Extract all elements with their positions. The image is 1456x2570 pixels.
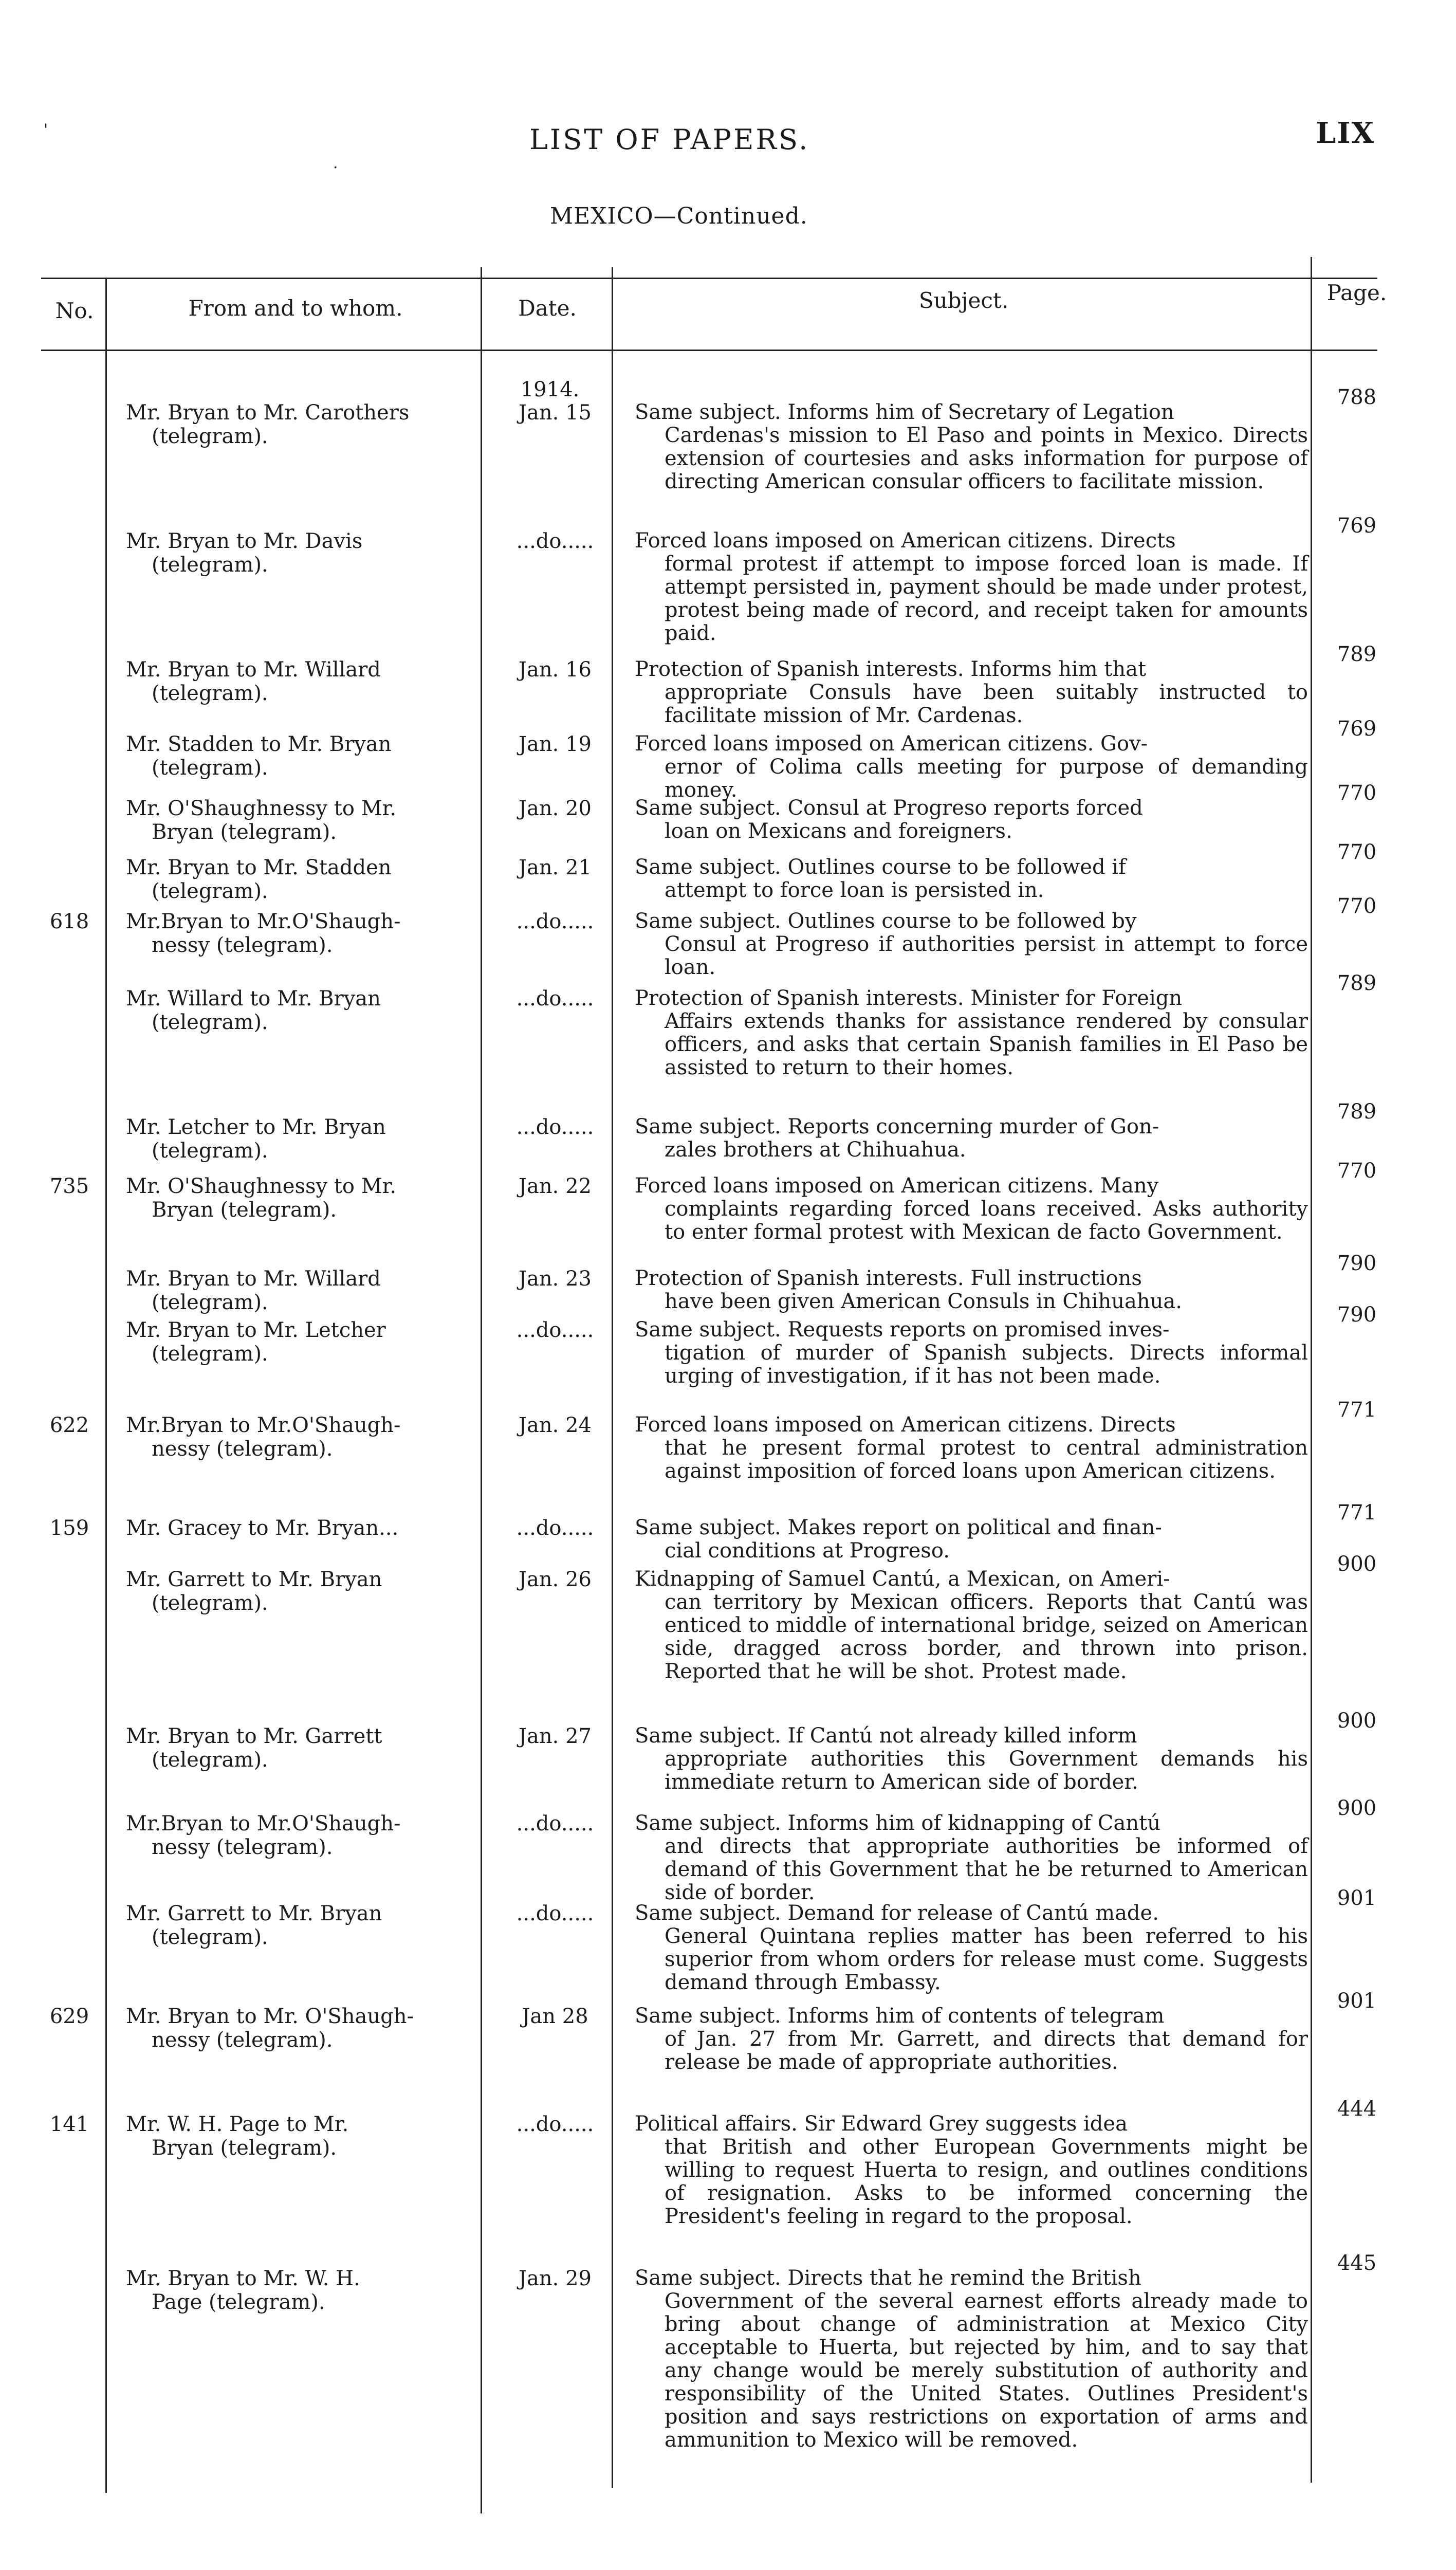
row-date: ...do..... (516, 1115, 594, 1139)
row-subject (635, 910, 1308, 979)
subject-continuation: Consul at Progreso if authorities persist in attempt to force loan. (665, 932, 1308, 979)
from-line-continued: nessy (telegram). (152, 2028, 333, 2052)
row-date: Jan. 27 (519, 1724, 592, 1748)
from-line: Mr.Bryan to Mr.O'Shaugh- (126, 1812, 401, 1835)
column-divider (481, 267, 482, 2513)
from-line: Mr. Gracey to Mr. Bryan... (126, 1516, 399, 1540)
row-number: 159 (49, 1516, 89, 1540)
row-page: 770 (1337, 1159, 1377, 1183)
subject-continuation: zales brothers at Chihuahua. (665, 1138, 966, 1162)
row-subject (635, 401, 1308, 493)
from-line-continued: (telegram). (152, 1342, 268, 1366)
from-line: Mr. Bryan to Mr. Willard (126, 658, 381, 682)
row-subject (635, 1318, 1308, 1388)
row-date: ...do..... (516, 1812, 594, 1835)
from-and-to (126, 658, 486, 705)
subject-first-line: Forced loans imposed on American citizens. Many (635, 1174, 1159, 1198)
row-subject (635, 529, 1308, 645)
row-date: Jan. 29 (519, 2267, 592, 2290)
subject-first-line: Same subject. Demand for release of Cantú made. (635, 1901, 1159, 1925)
column-divider (105, 278, 107, 2493)
row-date: ...do..... (516, 2113, 594, 2136)
row-number: 622 (49, 1414, 89, 1437)
row-date: Jan. 16 (519, 658, 592, 682)
row-date: ...do..... (516, 987, 594, 1011)
subject-continuation: Affairs extends thanks for assistance rendered by consular officers, and asks that certain Spanish families in El Paso be assisted to return to their homes. (665, 1009, 1308, 1079)
row-page: 790 (1337, 1303, 1377, 1327)
row-subject (635, 658, 1308, 727)
subject-first-line: Protection of Spanish interests. Minister for Foreign (635, 986, 1183, 1010)
from-line: Mr. Bryan to Mr. O'Shaugh- (126, 2005, 414, 2028)
row-page: 789 (1337, 1100, 1377, 1124)
from-line-continued: nessy (telegram). (152, 1437, 333, 1461)
from-and-to (126, 1318, 486, 1366)
row-number: 618 (49, 910, 89, 933)
from-line-continued: (telegram). (152, 1139, 268, 1163)
row-page: 769 (1337, 514, 1377, 538)
row-subject (635, 2005, 1308, 2074)
row-date: Jan. 26 (519, 1568, 592, 1591)
row-date: ...do..... (516, 1318, 594, 1342)
from-line: Mr. Willard to Mr. Bryan (126, 987, 381, 1011)
column-header-no: No. (55, 298, 94, 323)
subject-first-line: Same subject. Makes report on political and finan- (635, 1516, 1162, 1539)
from-and-to (126, 732, 486, 780)
column-header-page: Page. (1326, 280, 1387, 305)
row-number: 735 (49, 1174, 89, 1198)
row-date: Jan. 24 (519, 1414, 592, 1437)
row-date: Jan 28 (522, 2005, 588, 2028)
subject-first-line: Forced loans imposed on American citizens. Gov- (635, 732, 1148, 756)
row-date: Jan. 20 (519, 797, 592, 820)
from-and-to (126, 797, 486, 844)
from-line-continued: Bryan (telegram). (152, 820, 337, 844)
subject-continuation: attempt to force loan is persisted in. (665, 878, 1044, 902)
row-date: Jan. 19 (519, 732, 592, 756)
from-line: Mr. Stadden to Mr. Bryan (126, 732, 392, 756)
from-line: Mr. Bryan to Mr. Carothers (126, 401, 410, 425)
row-subject (635, 1812, 1308, 1904)
row-page: 769 (1337, 717, 1377, 741)
subject-continuation: and directs that appropriate authorities be informed of demand of this Government that he be returned to American side of border. (665, 1834, 1308, 1904)
row-subject (635, 797, 1308, 843)
from-line: Mr. O'Shaughnessy to Mr. (126, 797, 397, 820)
subject-first-line: Same subject. Informs him of Secretary of Legation (635, 400, 1174, 424)
from-and-to (126, 856, 486, 903)
subject-first-line: Same subject. Reports concerning murder of Gon- (635, 1115, 1159, 1139)
from-line-continued: Bryan (telegram). (152, 1198, 337, 1222)
subject-first-line: Political affairs. Sir Edward Grey suggests idea (635, 2112, 1128, 2136)
row-subject (635, 1516, 1308, 1563)
row-subject (635, 1902, 1308, 1994)
row-date: ...do..... (516, 1516, 594, 1540)
row-date: ...do..... (516, 529, 594, 553)
from-and-to (126, 1902, 486, 1949)
row-date: Jan. 15 (519, 401, 592, 425)
from-and-to (126, 1516, 486, 1540)
page-title: LIST OF PAPERS. (529, 123, 810, 156)
from-line: Mr. Bryan to Mr. Davis (126, 529, 363, 553)
subject-first-line: Protection of Spanish interests. Informs him that (635, 657, 1147, 681)
row-page: 444 (1337, 2097, 1377, 2121)
from-line-continued: Page (telegram). (152, 2290, 325, 2314)
stray-mark: ' (44, 121, 48, 139)
row-date: ...do..... (516, 1902, 594, 1925)
row-page: 901 (1337, 1886, 1377, 1910)
row-page: 900 (1337, 1796, 1377, 1820)
from-and-to (126, 1115, 486, 1163)
header-bottom-rule (41, 350, 1377, 351)
from-line: Mr. Bryan to Mr. Stadden (126, 856, 392, 879)
subject-continuation: loan on Mexicans and foreigners. (665, 819, 1012, 843)
from-line-continued: (telegram). (152, 879, 268, 903)
from-line: Mr. Bryan to Mr. W. H. (126, 2267, 360, 2290)
from-line: Mr. Garrett to Mr. Bryan (126, 1568, 382, 1591)
subject-continuation: cial conditions at Progreso. (665, 1539, 950, 1563)
subject-continuation: can territory by Mexican officers. Reports that Cantú was enticed to middle of international bridge, seized on American side, dragged across border, and thrown into prison. Reported that he will be shot. Protest made. (665, 1590, 1308, 1683)
row-subject (635, 1174, 1308, 1244)
row-page: 771 (1337, 1501, 1377, 1525)
from-line-continued: Bryan (telegram). (152, 2136, 337, 2160)
row-page: 900 (1337, 1709, 1377, 1733)
from-line-continued: nessy (telegram). (152, 1835, 333, 1859)
row-subject (635, 1267, 1308, 1313)
year-label: 1914. (520, 378, 580, 401)
from-line-continued: (telegram). (152, 1011, 268, 1034)
subject-first-line: Same subject. Directs that he remind the British (635, 2266, 1141, 2290)
from-line-continued: (telegram). (152, 756, 268, 780)
subject-first-line: Same subject. Consul at Progreso reports forced (635, 796, 1143, 820)
row-page: 771 (1337, 1398, 1377, 1422)
from-and-to (126, 529, 486, 577)
row-date: Jan. 23 (519, 1267, 592, 1291)
from-line-continued: nessy (telegram). (152, 933, 333, 957)
column-header-date: Date. (518, 296, 577, 321)
subject-continuation: formal protest if attempt to impose forced loan is made. If attempt persisted in, payment should be made under protest, protest being made of record, and receipt taken for amounts paid. (665, 552, 1308, 645)
from-and-to (126, 1568, 486, 1615)
row-subject (635, 1115, 1308, 1162)
subject-continuation: Cardenas's mission to El Paso and points in Mexico. Directs extension of courtesies and asks information for purpose of directing American consular officers to facilitate mission. (665, 424, 1308, 493)
subject-continuation: that British and other European Governments might be willing to request Huerta to resign, and outlines conditions of resignation. Asks to be informed concerning the President's feeling in regard to the proposal. (665, 2135, 1308, 2228)
row-date: Jan. 21 (519, 856, 592, 879)
subject-continuation: have been given American Consuls in Chihuahua. (665, 1290, 1182, 1313)
from-and-to (126, 1267, 486, 1314)
subject-first-line: Same subject. Requests reports on promised inves- (635, 1318, 1170, 1342)
from-and-to (126, 1724, 486, 1772)
subject-first-line: Forced loans imposed on American citizens. Directs (635, 529, 1176, 553)
from-line: Mr. Garrett to Mr. Bryan (126, 1902, 382, 1925)
row-page: 900 (1337, 1552, 1377, 1576)
row-page: 789 (1337, 971, 1377, 995)
row-subject (635, 1724, 1308, 1794)
subject-continuation: Government of the several earnest efforts already made to bring about change of administration at Mexico City acceptable to Huerta, but rejected by him, and to say that any change would be merely substitution of authority and responsibility of the United States. Outlines President's position and says restrictions on exportation of arms and ammunition to Mexico will be removed. (665, 2289, 1308, 2452)
column-divider (1311, 257, 1312, 2483)
subject-continuation: of Jan. 27 from Mr. Garrett, and directs that demand for release be made of appropriate authorities. (665, 2027, 1308, 2074)
row-subject (635, 2267, 1308, 2452)
from-and-to (126, 910, 486, 957)
from-and-to (126, 1812, 486, 1859)
subject-first-line: Forced loans imposed on American citizens. Directs (635, 1413, 1176, 1437)
from-line-continued: (telegram). (152, 1591, 268, 1615)
subject-first-line: Same subject. Informs him of kidnapping of Cantú (635, 1811, 1160, 1835)
row-page: 790 (1337, 1252, 1377, 1275)
row-page: 901 (1337, 1989, 1377, 2013)
row-subject (635, 1414, 1308, 1483)
subject-continuation: appropriate Consuls have been suitably instructed to facilitate mission of Mr. Cardenas. (665, 681, 1308, 727)
subject-first-line: Same subject. Outlines course to be followed if (635, 855, 1126, 879)
table-top-rule (41, 278, 1377, 279)
row-date: Jan. 22 (519, 1174, 592, 1198)
subject-first-line: Same subject. Informs him of contents of telegram (635, 2004, 1165, 2028)
subject-continuation: tigation of murder of Spanish subjects. Directs informal urging of investigation, if it has not been made. (665, 1341, 1308, 1388)
subject-continuation: appropriate authorities this Government demands his immediate return to American side of border. (665, 1747, 1308, 1794)
from-line: Mr.Bryan to Mr.O'Shaugh- (126, 910, 401, 933)
from-line-continued: (telegram). (152, 425, 268, 448)
from-and-to (126, 987, 486, 1034)
row-subject (635, 1568, 1308, 1683)
row-page: 789 (1337, 642, 1377, 666)
from-and-to (126, 1174, 486, 1222)
row-page: 770 (1337, 840, 1377, 864)
subject-continuation: complaints regarding forced loans received. Asks authority to enter formal protest with Mexican de facto Government. (665, 1197, 1308, 1244)
from-line: Mr. Bryan to Mr. Willard (126, 1267, 381, 1291)
row-subject (635, 732, 1308, 802)
from-line: Mr. Bryan to Mr. Letcher (126, 1318, 386, 1342)
from-line-continued: (telegram). (152, 1291, 268, 1314)
from-and-to (126, 2005, 486, 2052)
from-line-continued: (telegram). (152, 1925, 268, 1949)
row-subject (635, 987, 1308, 1079)
subject-first-line: Same subject. Outlines course to be followed by (635, 909, 1137, 933)
from-line-continued: (telegram). (152, 682, 268, 705)
from-and-to (126, 1414, 486, 1461)
subject-continuation: that he present formal protest to central administration against imposition of forced loans upon American citizens. (665, 1436, 1308, 1483)
column-header-from: From and to whom. (188, 296, 403, 321)
subject-continuation: General Quintana replies matter has been referred to his superior from whom orders for release must come. Suggests demand through Embassy. (665, 1924, 1308, 1994)
subject-first-line: Protection of Spanish interests. Full instructions (635, 1266, 1142, 1290)
row-subject (635, 2113, 1308, 2228)
subject-continuation: ernor of Colima calls meeting for purpose of demanding money. (665, 755, 1308, 802)
column-divider (612, 267, 613, 2488)
row-number: 629 (49, 2005, 89, 2028)
from-and-to (126, 2113, 486, 2160)
row-date: ...do..... (516, 910, 594, 933)
row-subject (635, 856, 1308, 902)
from-and-to (126, 401, 486, 448)
row-page: 770 (1337, 781, 1377, 805)
from-line: Mr.Bryan to Mr.O'Shaugh- (126, 1414, 401, 1437)
section-subtitle: MEXICO—Continued. (550, 203, 808, 229)
from-line: Mr. W. H. Page to Mr. (126, 2113, 349, 2136)
stray-mark: . (333, 154, 338, 172)
from-line: Mr. O'Shaughnessy to Mr. (126, 1174, 397, 1198)
row-page: 770 (1337, 894, 1377, 918)
page-number: LIX (1316, 116, 1375, 150)
from-line-continued: (telegram). (152, 553, 268, 577)
row-page: 445 (1337, 2251, 1377, 2275)
row-number: 141 (49, 2113, 89, 2136)
from-line-continued: (telegram). (152, 1748, 268, 1772)
from-line: Mr. Letcher to Mr. Bryan (126, 1115, 386, 1139)
from-line: Mr. Bryan to Mr. Garrett (126, 1724, 382, 1748)
from-and-to (126, 2267, 486, 2314)
row-page: 788 (1337, 386, 1377, 409)
subject-first-line: Kidnapping of Samuel Cantú, a Mexican, on Ameri- (635, 1567, 1170, 1591)
column-header-subject: Subject. (918, 288, 1009, 313)
subject-first-line: Same subject. If Cantú not already killed inform (635, 1724, 1137, 1748)
